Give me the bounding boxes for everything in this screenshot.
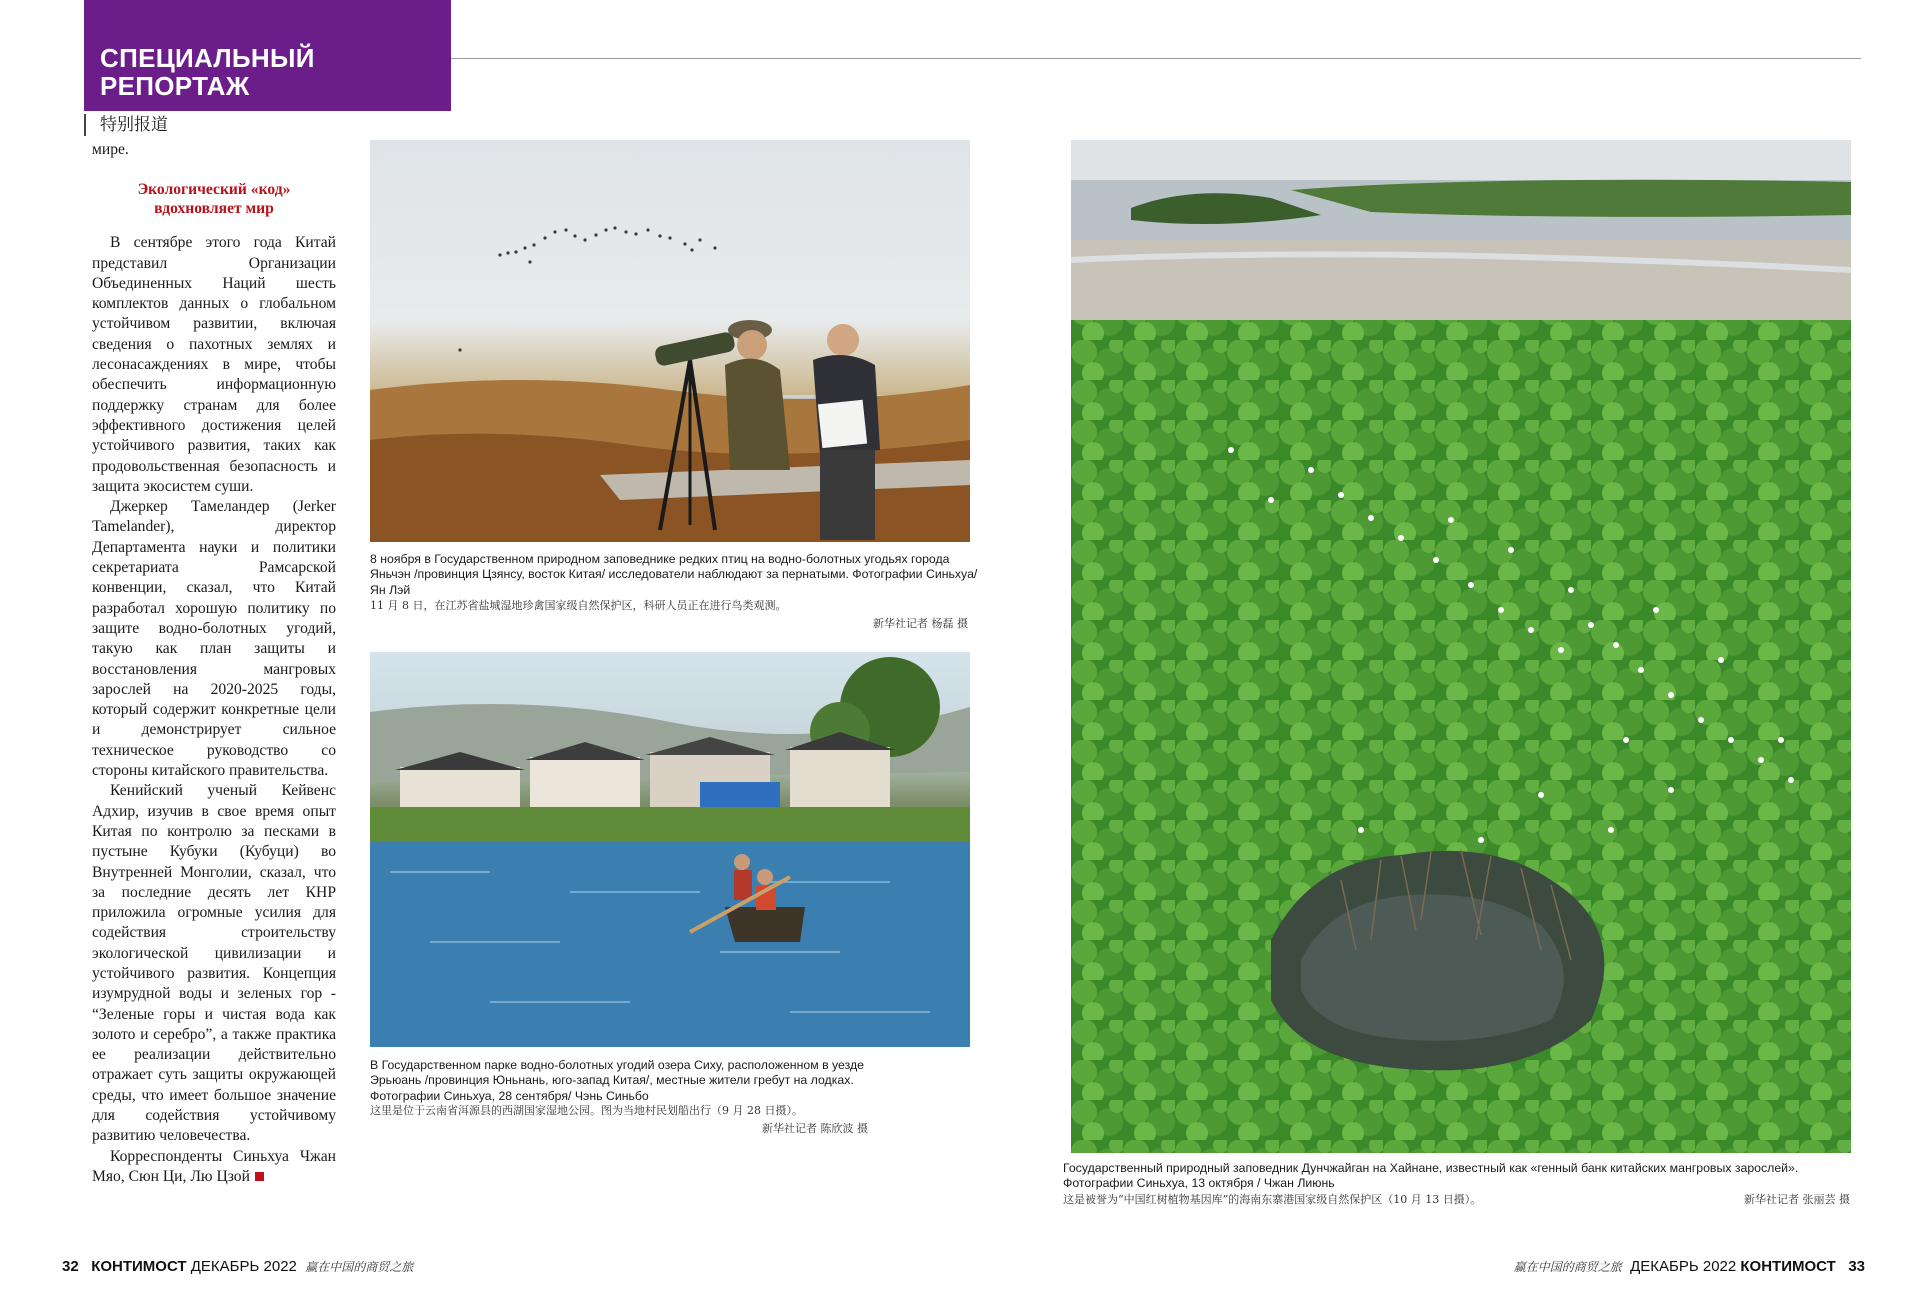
slogan-right: 赢在中国的商贸之旅 bbox=[1513, 1260, 1622, 1274]
article-subhead bbox=[92, 180, 336, 218]
magazine-name-right: КОНТИМОСТ bbox=[1740, 1258, 1836, 1275]
boat-lake-illustration bbox=[370, 652, 970, 1047]
section-title bbox=[100, 44, 315, 100]
photo1-credit: 新华社记者 杨磊 摄 bbox=[873, 617, 968, 630]
issue-left: ДЕКАБРЬ 2022 bbox=[190, 1258, 297, 1275]
photo3-caption: Государственный природный заповедник Дунчжайган на Хайнане, известный как «генный банк китайских мангровых зарослей». Фотографии Синьхуа, 13 октября / Чжан Лиюнь bbox=[1063, 1161, 1799, 1191]
photo1-caption-cn: 11 月 8 日，在江苏省盐城湿地珍禽国家级自然保护区，科研人员正在进行鸟类观测。 bbox=[370, 599, 787, 612]
photo1-caption: 8 ноября в Государственном природном заповеднике редких птиц на водно-болотных угодьях города Яньчэн /провинция Цзянсу, восток Китая/ исследователи наблюдают за пернатыми. Фотографии Синьхуа/ Ян Лэй bbox=[370, 552, 978, 597]
subhead-line1: Экологический «код» bbox=[137, 181, 291, 199]
paragraph-4 bbox=[92, 1147, 336, 1188]
section-banner bbox=[84, 0, 451, 111]
page-number-right: 33 bbox=[1848, 1258, 1865, 1275]
lead-tail: мире. bbox=[92, 141, 129, 158]
byline: Корреспонденты Синьхуа Чжан Мяо, Сюн Ци, Лю Цзой bbox=[92, 1147, 336, 1185]
section-title-line1: СПЕЦИАЛЬНЫЙ bbox=[100, 43, 315, 73]
photo2-caption: В Государственном парке водно-болотных угодий озера Сиху, расположенном в уезде Эрьюань /провинция Юньнань, юго-запад Китая/, местные жители гребут на лодках. Фотографии Синьхуа, 28 сентября/ Чэнь Синьбо bbox=[370, 1058, 865, 1103]
end-mark-icon bbox=[255, 1172, 264, 1181]
page-number-left: 32 bbox=[62, 1258, 79, 1275]
photo-boat-lake bbox=[370, 652, 970, 1047]
section-title-line2: РЕПОРТАЖ bbox=[100, 71, 250, 101]
article-column bbox=[92, 140, 336, 1187]
section-title-cn: 特别报道 bbox=[84, 114, 168, 136]
slogan-left: 赢在中国的商贸之旅 bbox=[305, 1260, 414, 1274]
photo2-caption-cn: 这里是位于云南省洱源县的西湖国家湿地公园。图为当地村民划船出行（9 月 28 日摄）。 bbox=[370, 1104, 803, 1117]
paragraph-3: Кенийский ученый Кейвенс Адхир, изучив в свое время опыт Китая по контролю за песками в пустыне Кубуки (Кубуци) во Внутренней Монголии, сказал, что за последние десять лет КНР приложила огромные усилия для содействия строительству экологической цивилизации и устойчивого развития. Концепция изумрудной воды и зеленых гор - “Зеленые горы и чистая вода как золото и серебро”, а также практика ее реализации действительно отражает суть защиты окружающей среды, что имеет большое значение для содействия устойчивому развитию человечества. bbox=[92, 782, 336, 1145]
paragraph-2: Джеркер Тамеландер (Jerker Tamelander), директор Департамента науки и политики секретариата Рамсарской конвенции, сказал, что Китай разработал хорошую политику по защите водно-болотных угодий, такую как план защиты и восстановления мангровых зарослей на 2020-2025 годы, который содержит конкретные цели и демонстрирует сильное техническое руководство со стороны китайского правительства. bbox=[92, 498, 336, 780]
mangroves-illustration bbox=[1071, 140, 1851, 1153]
paragraph-1: В сентябре этого года Китай представил Организации Объединенных Наций шесть комплектов данных о глобальном устойчивом развитии, включая сведения о пахотных землях и лесонасаждениях в мире, чтобы обеспечить информационную поддержку странам для более эффективного достижения целей устойчивого развития, таких как продовольственная безопасность и защита экосистем суши. bbox=[92, 234, 336, 495]
footer-left bbox=[62, 1258, 413, 1275]
photo3-caption-cn: 这是被誉为“中国红树植物基因库”的海南东寨港国家级自然保护区（10 月 13 日摄）。 bbox=[1063, 1193, 1482, 1206]
birdwatchers-illustration bbox=[370, 140, 970, 542]
subhead-line2: вдохновляет мир bbox=[154, 200, 274, 218]
issue-right: ДЕКАБРЬ 2022 bbox=[1630, 1258, 1737, 1275]
photo-mangroves bbox=[1071, 140, 1851, 1153]
footer-right bbox=[1514, 1258, 1865, 1275]
magazine-name-left: КОНТИМОСТ bbox=[91, 1258, 187, 1275]
photo-birdwatchers bbox=[370, 140, 970, 542]
photo3-credit: 新华社记者 张丽芸 摄 bbox=[1744, 1193, 1850, 1206]
photo2-credit: 新华社记者 陈欣波 摄 bbox=[762, 1122, 868, 1135]
header-divider bbox=[451, 58, 1861, 59]
